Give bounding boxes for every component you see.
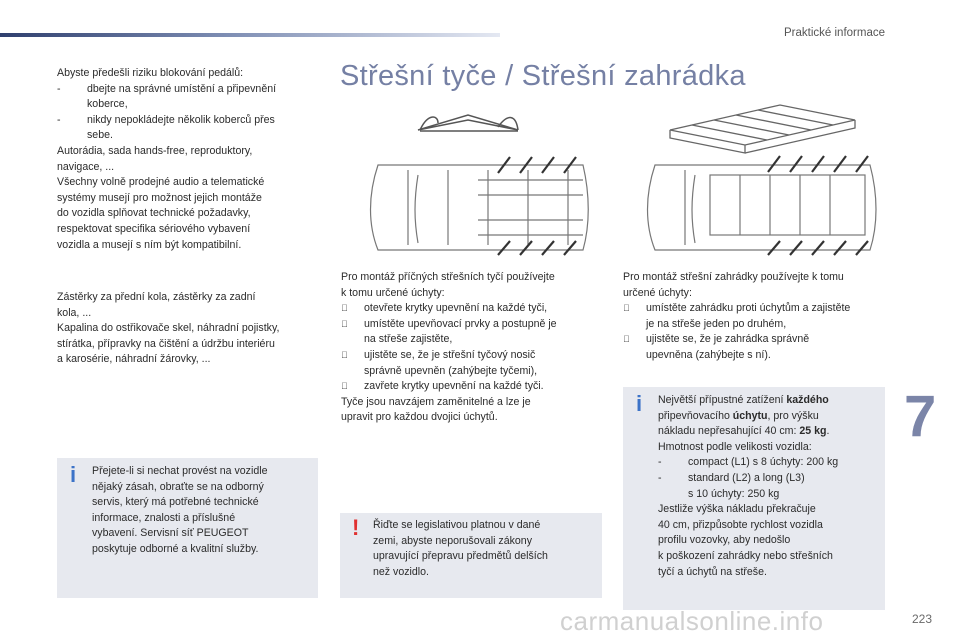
text-line: do vozidla splňovat technické požadavky,: [57, 207, 251, 220]
text-line: je na střeše jeden po druhém,: [646, 317, 787, 330]
text-line: vozidla a musejí s ním být kompatibilní.: [57, 238, 242, 251]
text-line: na střeše zajistěte,: [364, 333, 453, 346]
text-line: kola, ...: [57, 306, 92, 319]
text-line: nějaký zásah, obraťte se na odborný: [92, 480, 264, 493]
roof-rack-illustration: [640, 100, 885, 265]
list-item: - nikdy nepokládejte několik koberců přes: [57, 113, 322, 129]
roof-bars-instructions: [341, 270, 606, 426]
text-line: upravující přepravu předmětů delších: [373, 550, 548, 563]
text-line: Autorádia, sada hands-free, reproduktory,: [57, 144, 253, 157]
bullet-item: umístěte upevňovací prvky a postupně je: [341, 317, 606, 333]
text-line: určené úchyty:: [623, 286, 692, 299]
text-line: informace, znalosti a příslušné: [92, 511, 236, 524]
text-line: správně upevněn (zahýbejte tyčemi),: [364, 364, 538, 377]
text-line: zemi, abyste neporušovali zákony: [373, 534, 532, 547]
text-line: k tomu určené úchyty:: [341, 286, 445, 299]
warning-box-legislation: [340, 513, 602, 598]
floor-mats-audio-text: [57, 66, 322, 253]
text-line: systémy musejí pro možnost jejich montáže: [57, 191, 262, 204]
text-line: Pro montáž střešní zahrádky používejte k tomu: [623, 271, 844, 283]
text-line: Všechny volně prodejné audio a telematické: [57, 176, 265, 189]
text-line: respektovat specifika sériového vybavení: [57, 222, 251, 235]
info-box-service: [57, 458, 318, 598]
text-line: Kapalina do ostřikovače skel, náhradní pojistky,: [57, 322, 280, 335]
bullet-item: otevřete krytky upevnění na každé tyči,: [341, 301, 606, 317]
warning-box-text: [373, 518, 548, 580]
bullet-item: ujistěte se, že je zahrádka správně: [623, 332, 888, 348]
text-line: než vozidlo.: [373, 565, 429, 578]
info-icon: i: [636, 391, 643, 416]
warning-icon: !: [352, 515, 360, 540]
text-line: sebe.: [87, 129, 113, 142]
page-number: 223: [912, 612, 933, 626]
text-line: Tyče jsou navzájem zaměnitelné a lze je: [341, 395, 531, 408]
text-line: Řiďte se legislativou platnou v dané: [373, 519, 541, 531]
text-line: stírátka, přípravky na čištění a údržbu interiéru: [57, 337, 275, 350]
text-line: Přejete-li si nechat provést na vozidle: [92, 465, 268, 477]
bullet-marker: [341, 379, 348, 395]
roof-bars-illustration: [358, 105, 598, 265]
text-line: vybavení. Servisní síť PEUGEOT: [92, 527, 249, 540]
info-box-service-text: [92, 464, 267, 558]
header-gradient-bar: [0, 33, 500, 37]
info-box-load: [623, 387, 885, 610]
roof-rack-instructions: [623, 270, 888, 364]
dash-marker: -: [57, 82, 61, 95]
page-title: Střešní tyče / Střešní zahrádka: [340, 60, 746, 92]
accessories-text: [57, 290, 327, 368]
text-line: upravit pro každou dvojici úchytů.: [341, 411, 498, 424]
bullet-marker: [341, 301, 348, 317]
text-line: Zástěrky za přední kola, zástěrky za zadní: [57, 291, 256, 303]
bullet-item: ujistěte se, že je střešní tyčový nosič: [341, 348, 606, 364]
bullet-marker: [341, 317, 348, 333]
bullet-marker: [623, 301, 630, 317]
text-line: koberce,: [87, 98, 128, 111]
text-line: navigace, ...: [57, 160, 115, 173]
text-line: a karosérie, náhradní žárovky, ...: [57, 353, 211, 366]
info-box-load-text: Největší přípustné zatížení každého připevňovacího úchytu, pro výšku nákladu nepřesahující 40 cm: 25 kg. Hmotnost podle velikosti vozidla: - compact (L1) s 8 úchyty: 200 kg - standard (L2) a long (L3) s 10 úchyty: 250 kg Jestliže výška nákladu překračuje 40 cm, přizpůsobte rychlost vozidla profilu vozovky, aby nedošlo k poškození zahrádky nebo střešních tyčí a úchytů na střeše.: [658, 394, 839, 578]
dash-marker: -: [57, 113, 61, 126]
chapter-number: 7: [904, 384, 937, 449]
text-line: upevněna (zahýbejte s ní).: [646, 348, 771, 361]
bullet-item: umístěte zahrádku proti úchytům a zajistěte: [623, 301, 888, 317]
bullet-marker: [341, 348, 348, 364]
bullet-marker: [623, 332, 630, 348]
bullet-item: zavřete krytky upevnění na každé tyči.: [341, 379, 606, 395]
info-icon: i: [70, 462, 77, 487]
watermark: carmanualsonline.info: [560, 606, 824, 636]
text-line: Pro montáž příčných střešních tyčí používejte: [341, 271, 555, 283]
list-item: - dbejte na správné umístění a připevnění: [57, 82, 322, 98]
text-line: Abyste předešli riziku blokování pedálů:: [57, 67, 244, 79]
section-title: Praktické informace: [784, 27, 885, 39]
text-line: servis, který má potřebné technické: [92, 496, 259, 509]
text-line: poskytuje odborné a kvalitní služby.: [92, 542, 259, 555]
